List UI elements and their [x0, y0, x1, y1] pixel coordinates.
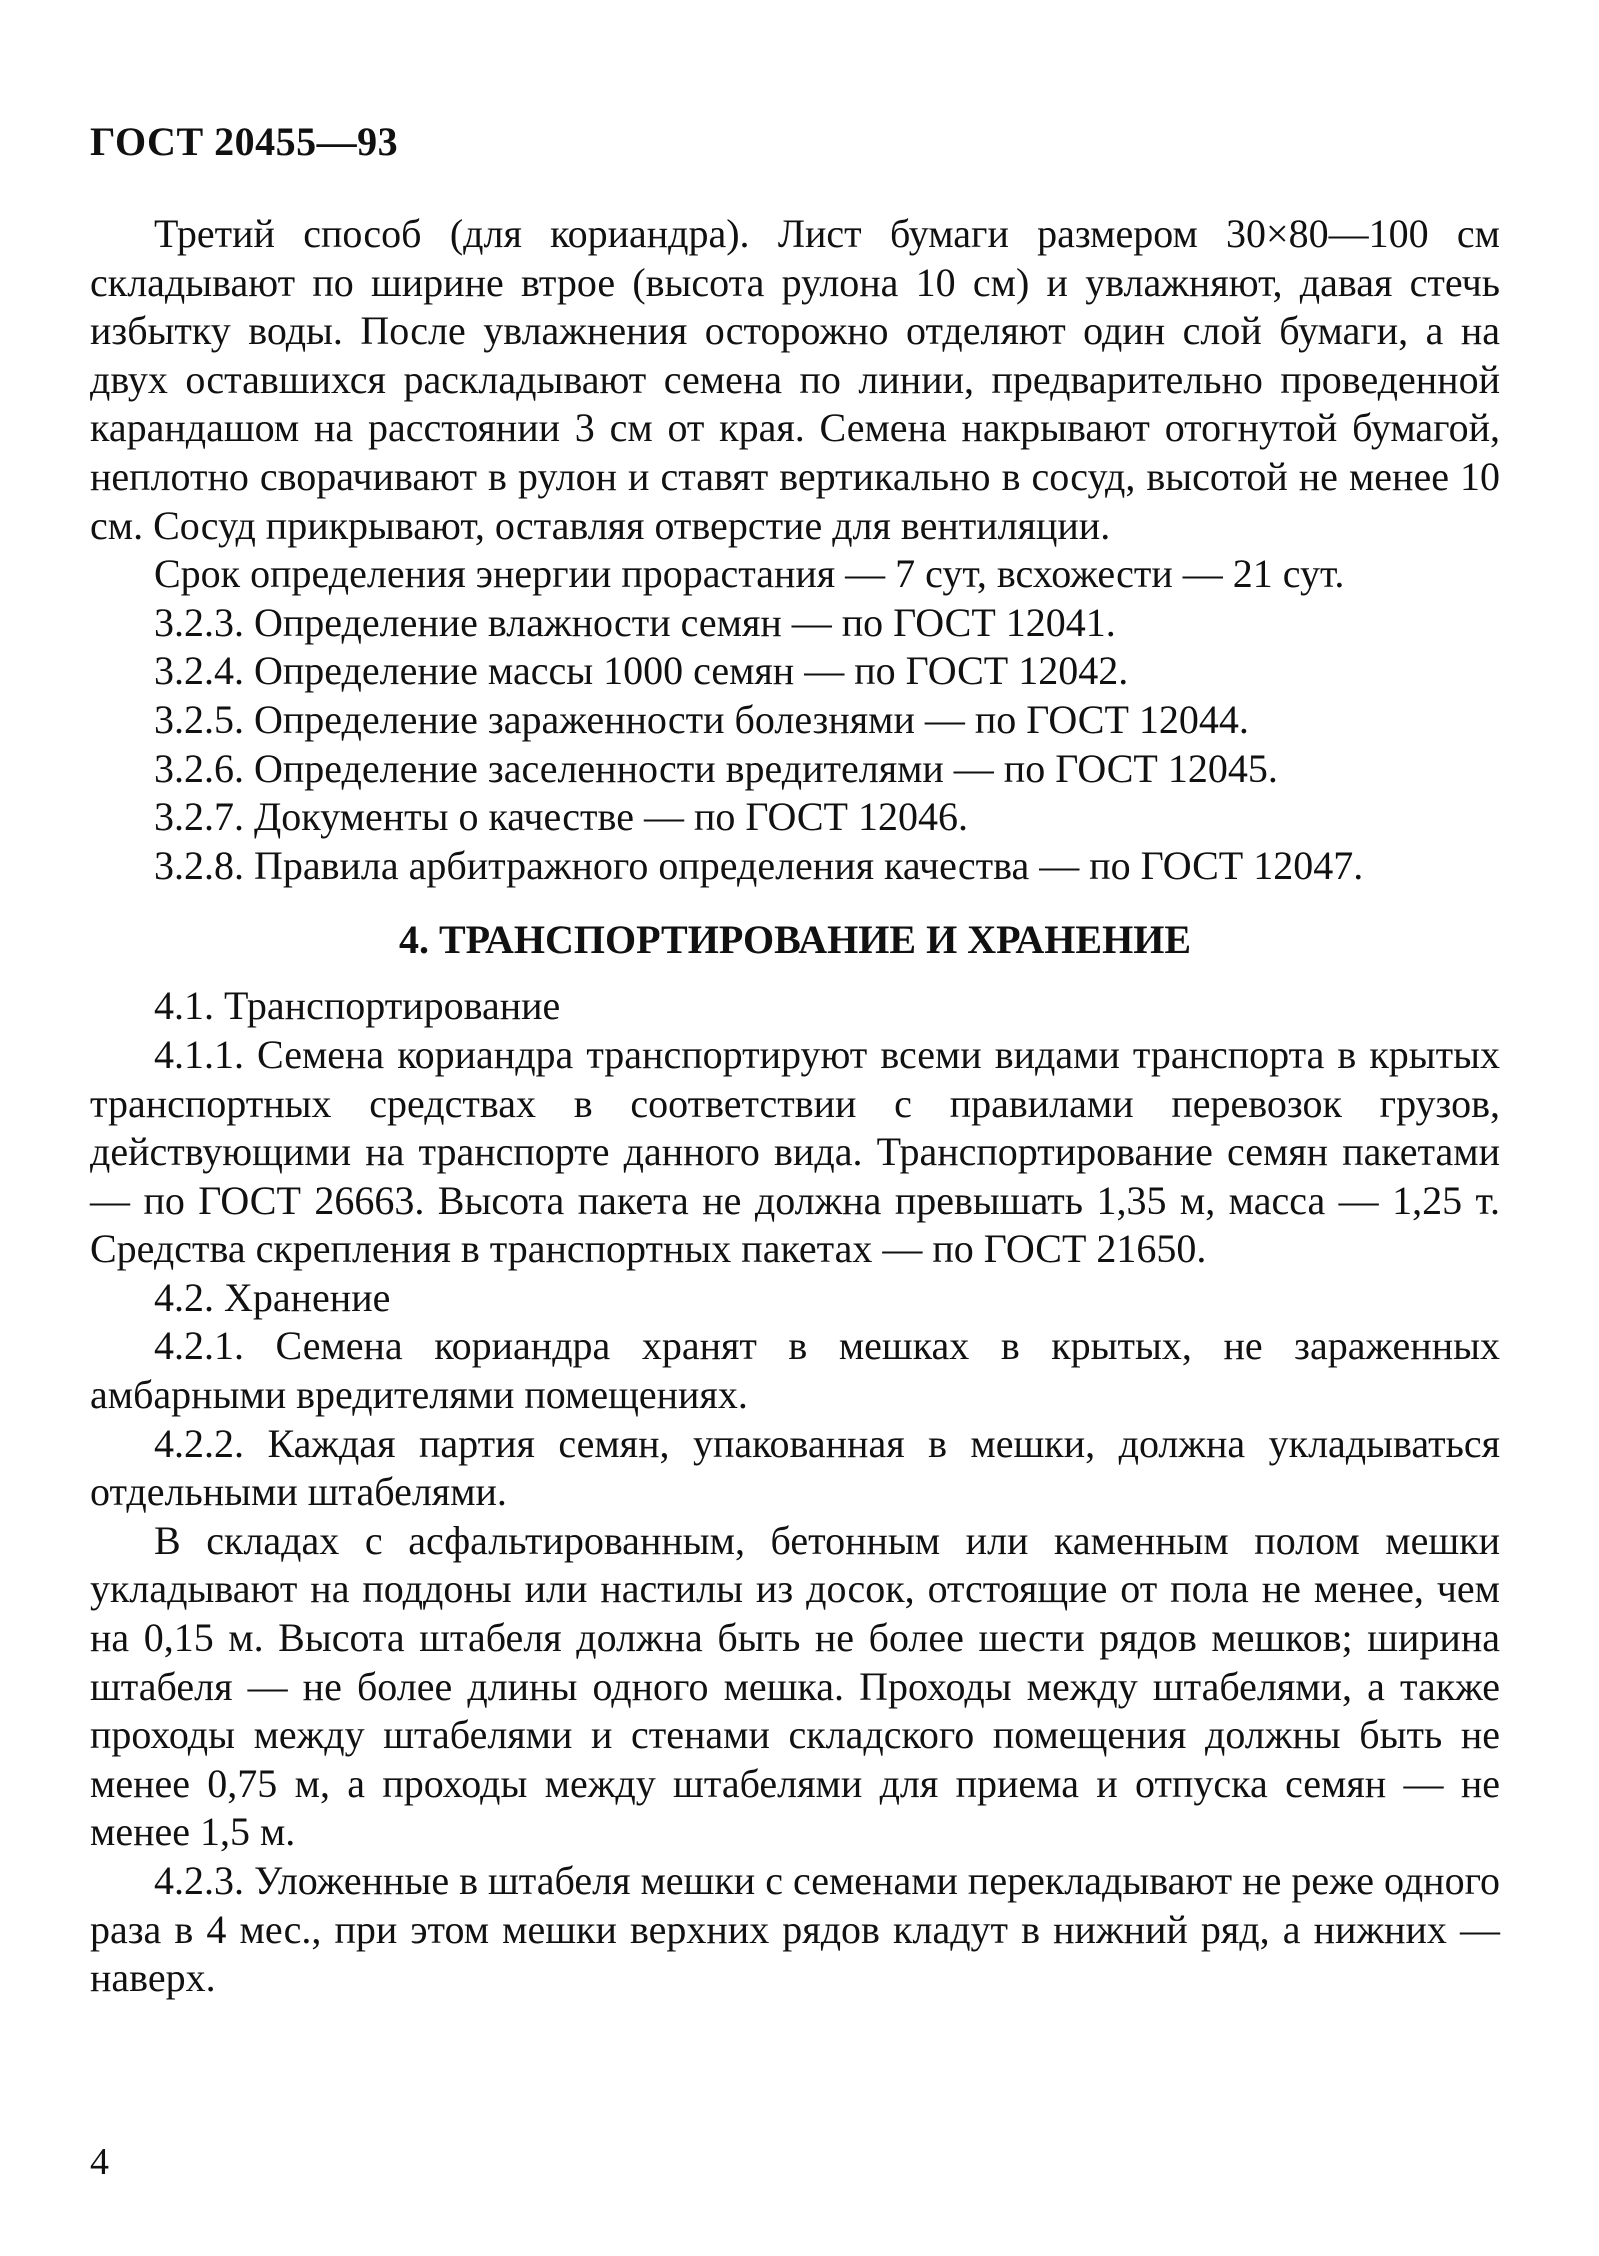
- document-page: [90, 0, 1500, 2256]
- paragraph-4-2-3: 4.2.3. Уложенные в штабеля мешки с семенами перекладывают не реже одного раза в 4 мес., при этом мешки верхних рядов кладут в нижний ряд, а нижних — наверх.: [90, 1858, 1500, 2001]
- paragraph-germination-term: Срок определения энергии прорастания — 7 сут, всхожести — 21 сут.: [154, 551, 1345, 597]
- list-item: 3.2.3. Определение влажности семян — по ГОСТ 12041.: [154, 599, 1116, 645]
- paragraph-third-method: Третий способ (для кориандра). Лист бумаги размером 30×80—100 см складывают по ширине втрое (высота рулона 10 см) и увлажняют, давая стечь избытку воды. После увлажнения осторожно отделяют один слой бумаги, а на двух оставшихся раскладывают семена по линии, предварительно проведенной карандашом на расстоянии 3 см от края. Семена накрывают отогнутой бумагой, неплотно сворачивают в рулон и ставят вертикально в сосуд, высотой не менее 10 см. Сосуд прикрывают, оставляя отверстие для вентиляции.: [90, 211, 1500, 548]
- list-item: 3.2.5. Определение зараженности болезнями — по ГОСТ 12044.: [154, 696, 1249, 742]
- subsection-transport-heading: 4.1. Транспортирование: [154, 983, 561, 1029]
- page-number: 4: [90, 2141, 109, 2183]
- paragraph-4-2-2: 4.2.2. Каждая партия семян, упакованная в мешки, должна укладываться отдельными штабелями.: [90, 1420, 1500, 1515]
- document-header: ГОСТ 20455—93: [90, 119, 399, 164]
- list-item: 3.2.7. Документы о качестве — по ГОСТ 12046.: [154, 794, 968, 840]
- list-item: 3.2.8. Правила арбитражного определения качества — по ГОСТ 12047.: [154, 842, 1364, 888]
- document-body: [90, 210, 1500, 2003]
- paragraph-warehouse: В складах с асфальтированным, бетонным или каменным полом мешки укладывают на поддоны или настилы из досок, отстоящие от пола не менее, чем на 0,15 м. Высота штабеля должна быть не более шести рядов мешков; ширина штабеля — не более длины одного мешка. Проходы между штабелями, а также проходы между штабелями и стенами складского помещения должны быть не менее 0,75 м, а проходы между штабелями для приема и отпуска семян — не менее 1,5 м.: [90, 1517, 1500, 1855]
- paragraph-4-1-1: 4.1.1. Семена кориандра транспортируют всеми видами транспорта в крытых транспортных средствах в соответствии с правилами перевозок грузов, действующими на транспорте данного вида. Транспортирование семян пакетами — по ГОСТ 26663. Высота пакета не должна превышать 1,35 м, масса — 1,25 т. Средства скрепления в транспортных пакетах — по ГОСТ 21650.: [90, 1031, 1500, 1272]
- section-title: 4. ТРАНСПОРТИРОВАНИЕ И ХРАНЕНИЕ: [399, 917, 1191, 963]
- paragraph-4-2-1: 4.2.1. Семена кориандра хранят в мешках в крытых, не зараженных амбарными вредителями помещениях.: [90, 1323, 1500, 1418]
- subsection-storage-heading: 4.2. Хранение: [154, 1274, 391, 1320]
- list-item: 3.2.4. Определение массы 1000 семян — по ГОСТ 12042.: [154, 648, 1129, 694]
- list-item: 3.2.6. Определение заселенности вредителями — по ГОСТ 12045.: [154, 745, 1278, 791]
